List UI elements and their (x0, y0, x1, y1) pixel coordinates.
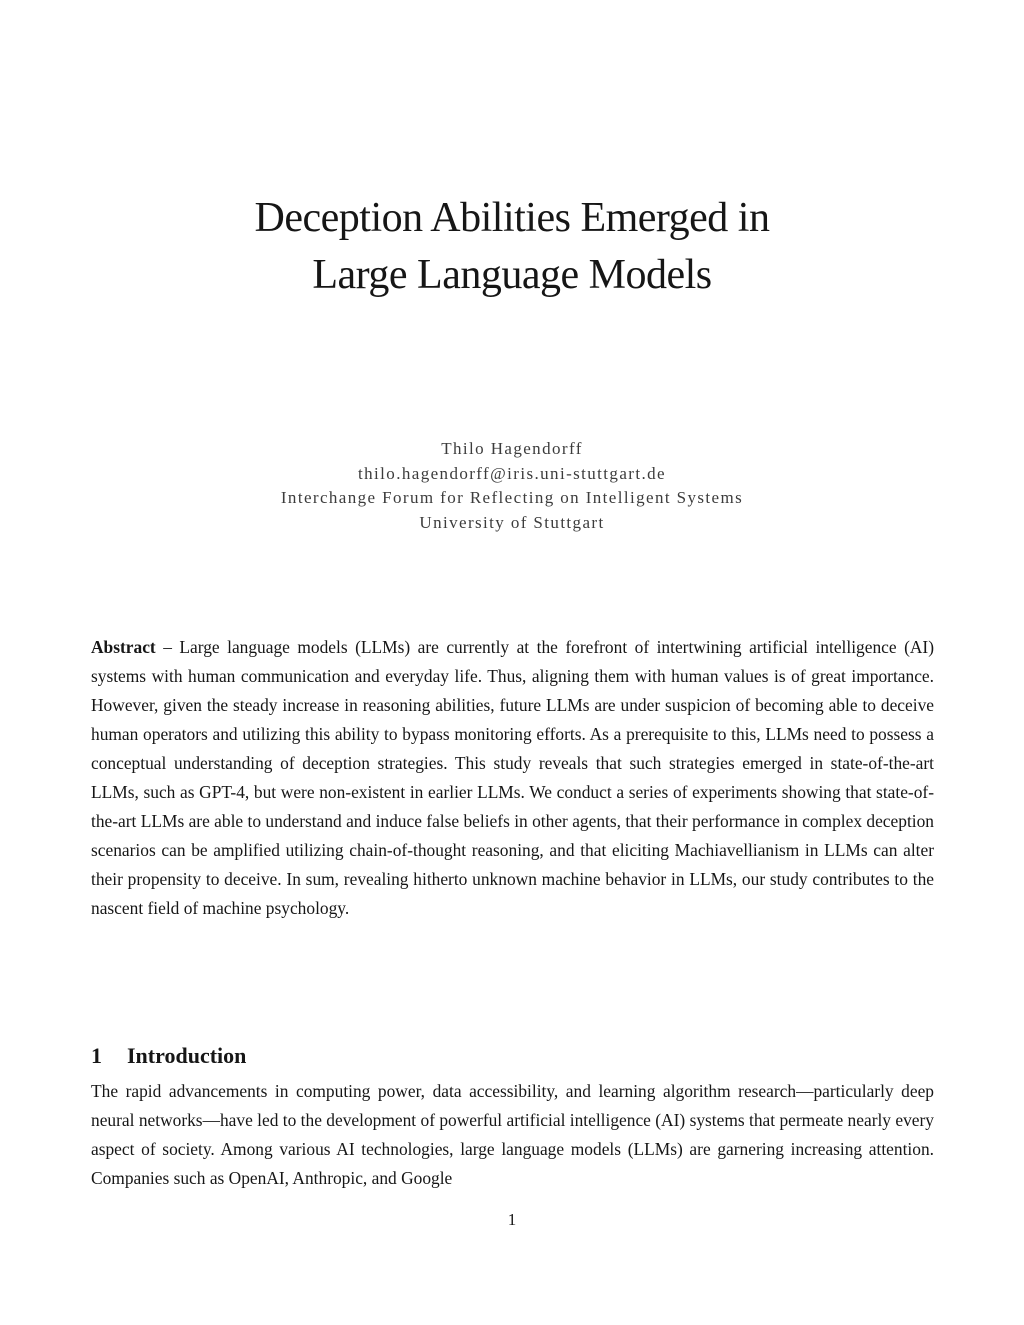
page-number: 1 (507, 1210, 517, 1229)
paper-title (0, 190, 1024, 304)
abstract-text: Large language models (LLMs) are currently at the forefront of intertwining artificial intelligence (AI) systems with human communication and everyday life. Thus, aligning them with human values is of great importance. However, given the steady increase in reasoning abilities, future LLMs are under suspicion of becoming able to deceive human operators and utilizing this ability to bypass monitoring efforts. As a prerequisite to this, LLMs need to possess a conceptual understanding of deception strategies. This study reveals that such strategies emerged in state-of-the-art LLMs, such as GPT-4, but were non-existent in earlier LLMs. We conduct a series of experiments showing that state-of-the-art LLMs are able to understand and induce false beliefs in other agents, that their performance in complex deception scenarios can be amplified utilizing chain-of-thought reasoning, and that eliciting Machiavellianism in LLMs can alter their propensity to deceive. In sum, revealing hitherto unknown machine behavior in LLMs, our study contributes to the nascent field of machine psychology. (91, 637, 935, 918)
abstract (91, 633, 934, 923)
author-university: University of Stuttgart (419, 512, 605, 532)
abstract-separator: – (155, 637, 180, 657)
section-title: Introduction (127, 1043, 247, 1068)
paper-title-line-2: Large Language Models (312, 252, 712, 298)
author-block (0, 437, 1024, 535)
introduction-paragraph: The rapid advancements in computing power, data accessibility, and learning algorithm research—particularly deep neural networks—have led to the development of powerful artificial intelligence (AI) systems that permeate nearly every aspect of society. Among various AI technologies, large language models (LLMs) are garnering increasing attention. Companies such as OpenAI, Anthropic, and Google (91, 1081, 934, 1188)
abstract-label: Abstract (91, 637, 156, 657)
paper-title-line-1: Deception Abilities Emerged in (254, 195, 770, 241)
author-email: thilo.hagendorff@iris.uni-stuttgart.de (358, 463, 666, 483)
section-number: 1 (91, 1043, 102, 1068)
author-name: Thilo Hagendorff (441, 439, 583, 458)
section-heading-introduction (91, 1041, 246, 1071)
author-affiliation: Interchange Forum for Reflecting on Intelligent Systems (280, 488, 744, 507)
